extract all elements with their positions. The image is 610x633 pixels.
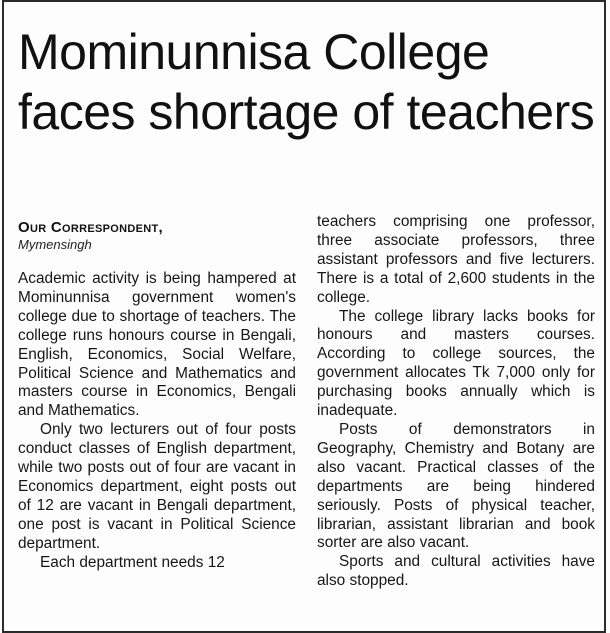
headline: Mominunnisa College faces shortage of teachers xyxy=(18,24,595,140)
column-gutter xyxy=(306,222,307,622)
paragraph-1: Academic activity is being hampered at Mominunnisa government women's college due to shortage of teachers. The college runs honours course in Bengali, English, Economics, Social Welfare, Political Science and Mathematics and masters course in Economics, Bengali and Mathematics. xyxy=(18,270,296,420)
paragraph-3-continued: teachers comprising one professor, three associate professors, three assistant professors and five lecturers. There is a total of 2,600 students in the college. xyxy=(317,213,595,306)
paragraph-6: Sports and cultural activities have also stopped. xyxy=(317,553,595,590)
byline-author: Our Correspondent, xyxy=(18,219,164,236)
paragraph-2: Only two lecturers out of four posts conduct classes of English department, while two posts out of four are vacant in Economics department, eight posts out of 12 are vacant in Bengali department, one post is vacant in Political Science department. xyxy=(18,421,296,552)
article-column-2 xyxy=(317,213,595,591)
clipping-border-right xyxy=(604,0,606,633)
paragraph-5: Posts of demonstrators in Geography, Chemistry and Botany are also vacant. Practical classes of the departments are being hindered seriously. Posts of physical teacher, librarian, assistant librarian and book sorter are also vacant. xyxy=(317,420,595,552)
byline-location: Mymensingh xyxy=(18,237,92,252)
clipping-border-top xyxy=(2,0,606,2)
byline xyxy=(18,219,303,253)
clipping-border-left xyxy=(2,0,4,633)
article-column-1 xyxy=(18,270,296,573)
paragraph-4: The college library lacks books for honours and masters courses. According to college sources, the government allocates Tk 7,000 only for purchasing books annually which is inadequate. xyxy=(317,307,595,420)
paragraph-3-start: Each department needs 12 xyxy=(40,553,225,571)
